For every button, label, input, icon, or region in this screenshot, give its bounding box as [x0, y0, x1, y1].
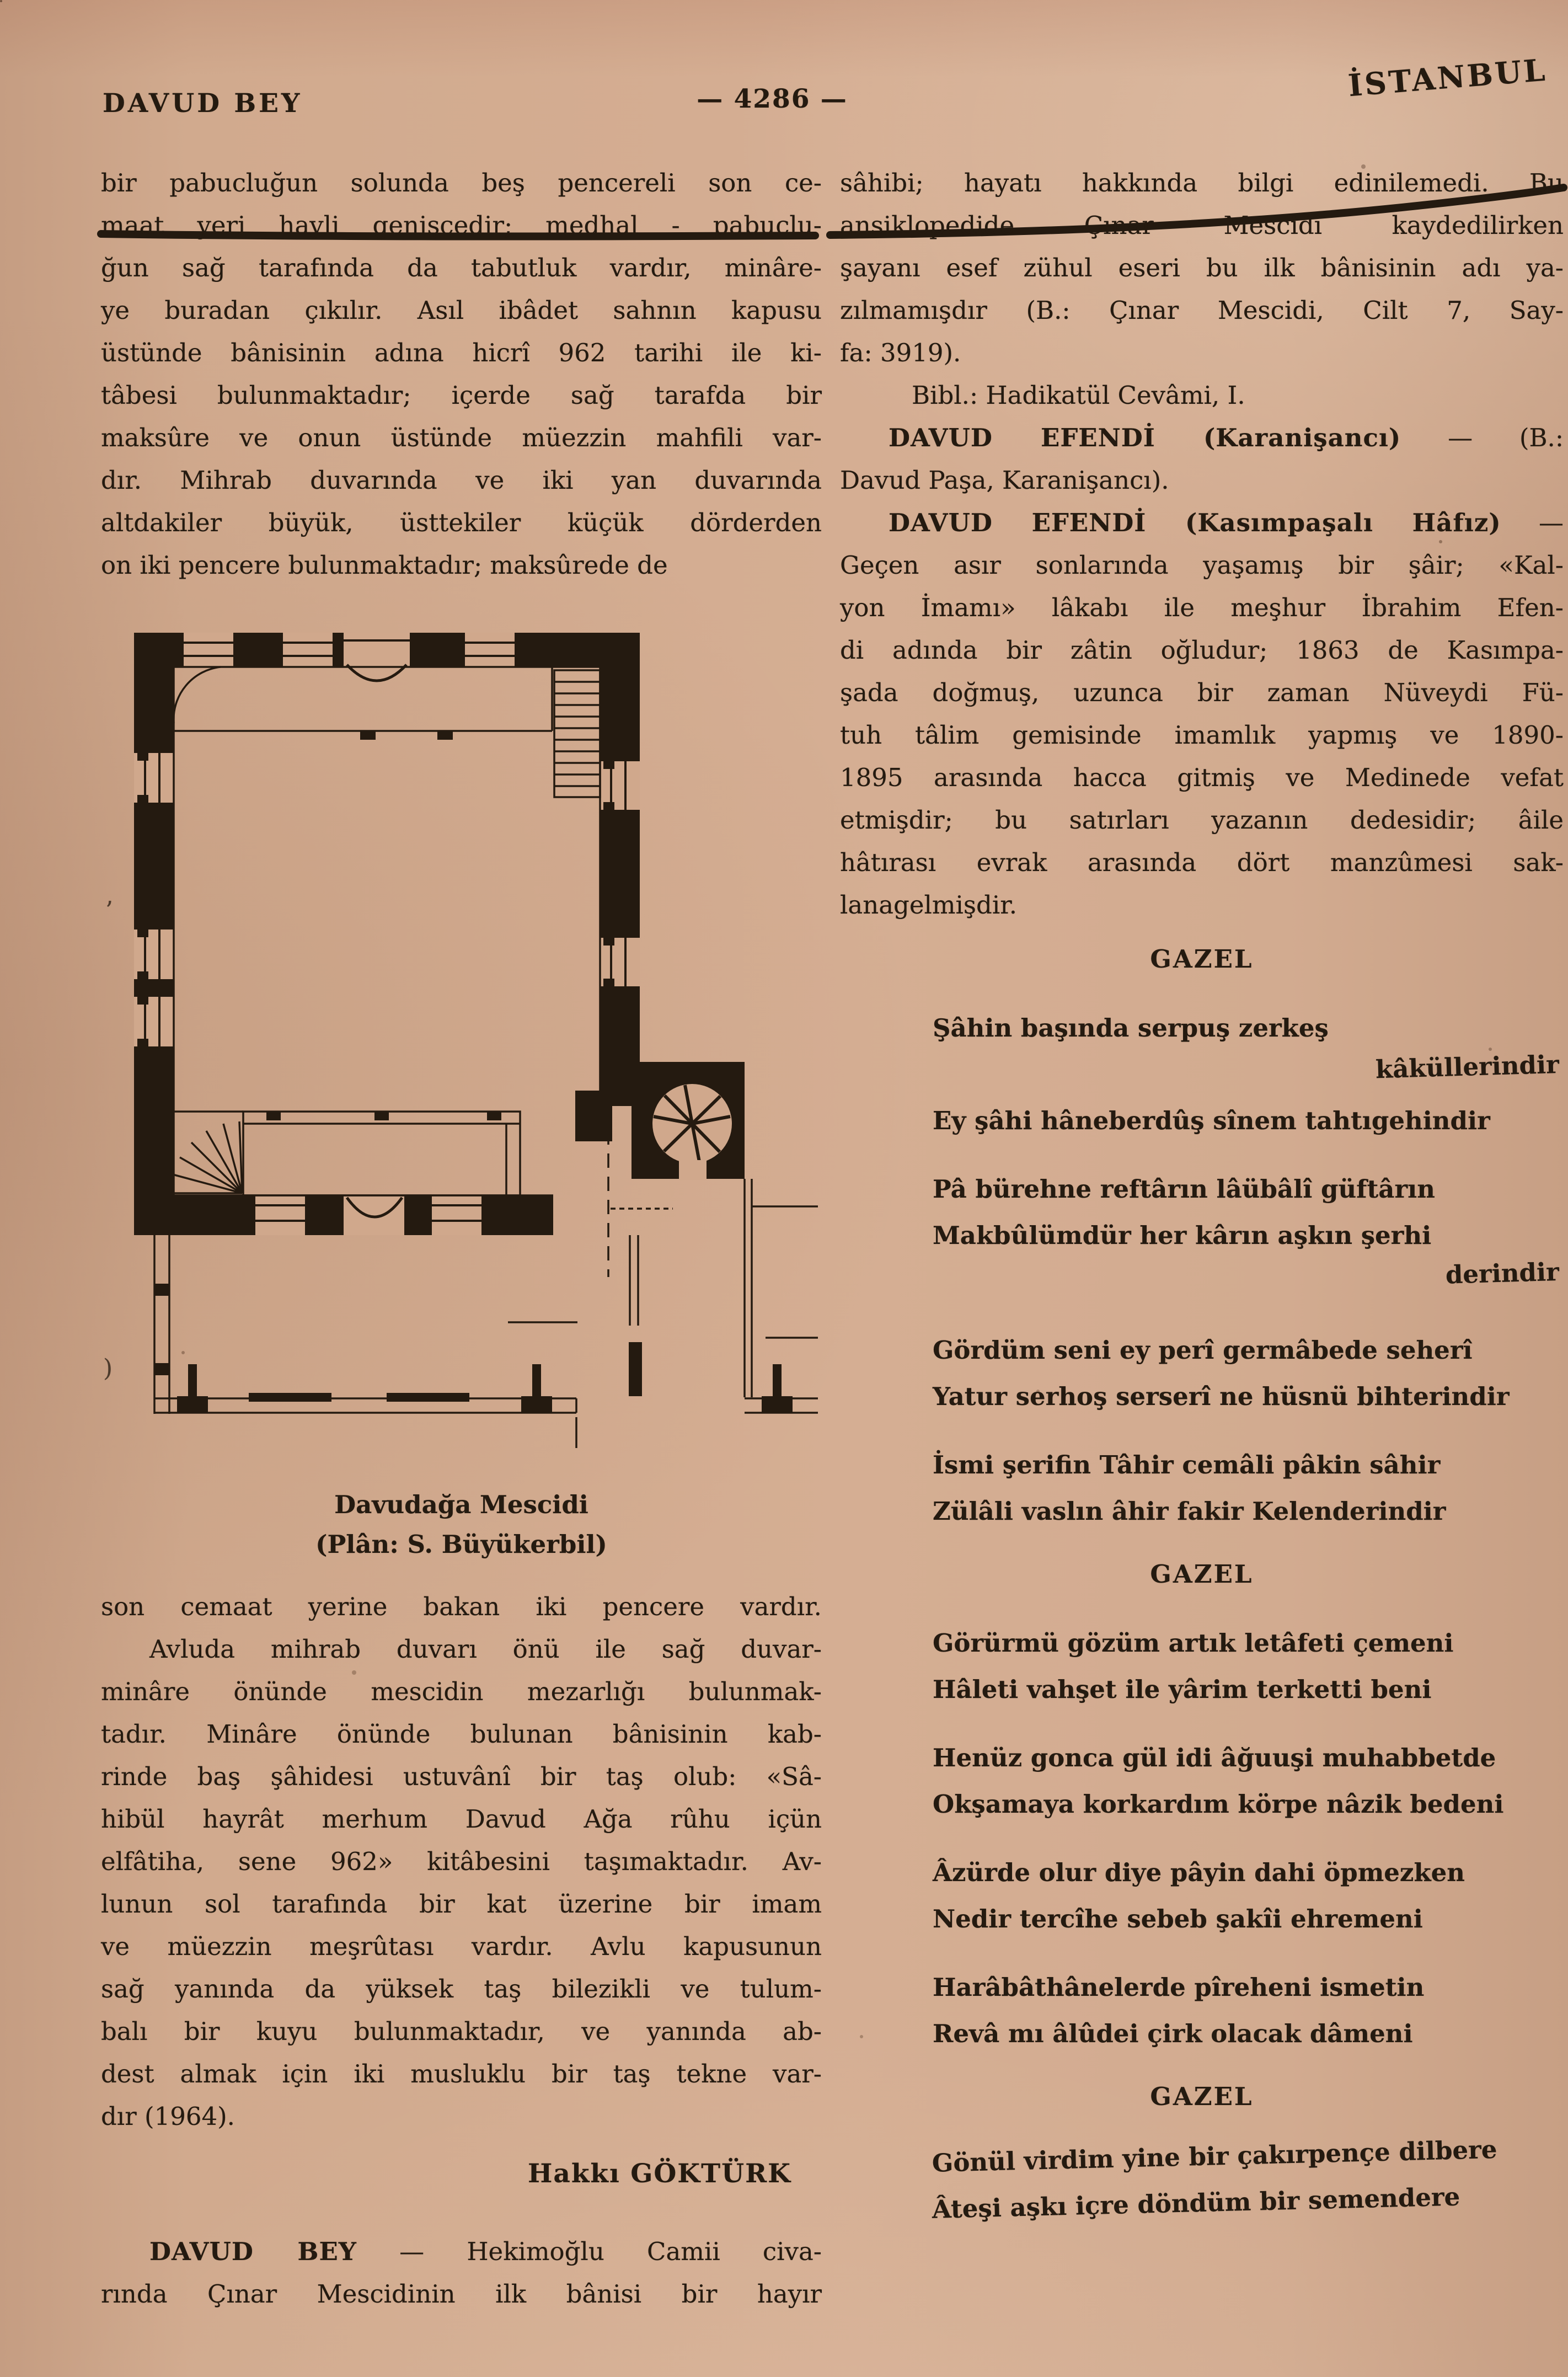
entry-headword: DAVUD EFENDİ (Kasımpaşalı Hâfız)	[889, 508, 1501, 537]
svg-text:): )	[103, 1354, 113, 1382]
text-line: altdakiler büyük, üsttekiler küçük dörderden	[101, 508, 822, 537]
poems-section	[840, 942, 1564, 2235]
text-line: yon İmamı» lâkabı ile meşhur İbrahim Efen-	[840, 593, 1564, 622]
text-line: ye buradan çıkılır. Asıl ibâdet sahnın kapusu	[101, 296, 822, 325]
text-line: tuh tâlim gemisinde imamlık yapmış ve 1890-	[840, 720, 1564, 750]
left-column	[101, 162, 822, 2315]
paragraph-courtyard-description	[101, 1585, 822, 2138]
text-line: dest almak için iki musluklu bir taş tekne var-	[101, 2059, 822, 2088]
gazel-poem	[840, 2079, 1564, 2235]
poem-line: Harâbâthânelerde pîreheni ismetin	[933, 1973, 1425, 2002]
poem-line: Nedir tercîhe sebeb şakîi ehremeni	[933, 1904, 1423, 1933]
poem-line: Pâ bürehne reftârın lâübâlî güftârın	[933, 1174, 1435, 1204]
poem-line: Revâ mı âlûdei çirk olacak dâmeni	[933, 2019, 1413, 2048]
bibliography-line: Bibl.: Hadikatül Cevâmi, I.	[912, 381, 1245, 410]
couplet	[840, 1850, 1564, 1942]
entry-headword: DAVUD BEY	[149, 2237, 357, 2266]
hall-walls	[134, 633, 745, 1235]
text-line: balı bir kuyu bulunmaktadır, ve yanında ab-	[101, 2017, 822, 2046]
page-number: — 4286 —	[697, 84, 848, 114]
poem-line: Âzürde olur diye pâyin dahi öpmezken	[933, 1858, 1465, 1887]
poem-line: derindir	[1445, 1257, 1560, 1290]
figure-caption	[101, 1488, 822, 1561]
poem-line: Hâleti vahşet ile yârim terketti beni	[933, 1675, 1432, 1704]
poem-line: Gördüm seni ey perî germâbede seherî	[933, 1336, 1473, 1365]
poem-line: Zülâli vaslın âhir fakir Kelenderindir	[933, 1497, 1446, 1526]
text-line: maksûre ve onun üstünde müezzin mahfili var-	[101, 423, 822, 452]
couplet	[840, 1327, 1564, 1420]
text-line: ve müezzin meşrûtası vardır. Avlu kapusunun	[101, 1932, 822, 1961]
entry-text: —	[1501, 508, 1564, 537]
entry-text: — Hekimoğlu Camii civa-	[356, 2237, 822, 2266]
couplet	[840, 1166, 1564, 1305]
text-line: Avluda mihrab duvarı önü ile sağ duvar-	[149, 1634, 822, 1664]
poem-line: Âteşi aşkı içre döndüm bir semendere	[932, 2182, 1460, 2224]
text-line: tâbesi bulunmaktadır; içerde sağ tarafda bir	[101, 381, 822, 410]
gazel-poem	[840, 1557, 1564, 2057]
paragraph-poet-biography	[840, 544, 1564, 926]
couplet	[840, 1620, 1564, 1713]
entry-second-line: rında Çınar Mescidinin ilk bânisi bir hayır	[101, 2279, 822, 2309]
text-line: şada doğmuş, uzunca bir zaman Nüveydi Fü-	[840, 678, 1564, 707]
floor-plan-figure	[101, 626, 822, 1561]
text-line: ğun sağ tarafında da tabutluk vardır, minâre-	[101, 253, 822, 282]
entry-davud-bey	[101, 2230, 822, 2315]
couplet	[840, 1964, 1564, 2057]
entry-text: — (B.:	[1401, 423, 1564, 452]
print-artifacts	[103, 896, 113, 1382]
poem-heading: GAZEL	[1150, 1559, 1254, 1589]
text-line: di adında bir zâtin oğludur; 1863 de Kasımpa-	[840, 635, 1564, 665]
couplet	[840, 1735, 1564, 1828]
poem-line: Okşamaya korkardım körpe nâzik bedeni	[933, 1790, 1504, 1819]
text-line: tadır. Minâre önünde bulunan bânisinin kab-	[101, 1719, 822, 1749]
text-line: fa: 3919).	[840, 338, 961, 367]
text-line: elfâtiha, sene 962» kitâbesini taşımaktadır. Av-	[101, 1847, 822, 1876]
text-line: zılmamışdır (B.: Çınar Mescidi, Cilt 7, Say-	[840, 296, 1564, 325]
text-line: lunun sol tarafında bir kat üzerine bir imam	[101, 1889, 822, 1919]
figure-caption-credit: (Plân: S. Büyükerbil)	[315, 1530, 607, 1559]
entry-headword: DAVUD EFENDİ (Karanişancı)	[889, 423, 1401, 452]
floor-plan-drawing	[101, 626, 818, 1448]
wall-windows	[134, 633, 640, 1235]
text-line: dır. Mihrab duvarında ve iki yan duvarında	[101, 466, 822, 495]
text-line: sağ yanında da yüksek taş bilezikli ve tulum-	[101, 1974, 822, 2004]
poem-heading: GAZEL	[1150, 944, 1254, 974]
text-line: dır (1964).	[101, 2102, 235, 2131]
text-line: hibül hayrât merhum Davud Ağa rûhu içün	[101, 1804, 822, 1834]
poem-heading: GAZEL	[1150, 2082, 1254, 2111]
entry-second-line: Davud Paşa, Karanişancı).	[840, 466, 1169, 495]
text-line: bir pabucluğun solunda beş pencereli son ce-	[101, 168, 822, 197]
figure-caption-title: Davudağa Mescidi	[334, 1490, 588, 1519]
poem-line: kâküllerindir	[1375, 1049, 1560, 1085]
text-line: üstünde bânisinin adına hicrî 962 tarihi ile ki-	[101, 338, 822, 367]
poem-line: Görürmü gözüm artık letâfeti çemeni	[933, 1628, 1454, 1658]
text-line: ansiklopedide Çınar Mescidi kaydedilirken	[840, 211, 1564, 240]
entry-davud-efendi-karanisanci	[840, 416, 1564, 501]
paragraph-mosque-description	[101, 162, 822, 586]
entry-first-line	[101, 2230, 822, 2273]
svg-text:’: ’	[105, 896, 113, 925]
poem-line: Şâhin başında serpuş zerkeş	[933, 1013, 1329, 1043]
poem-line: Makbûlümdür her kârın aşkın şerhi	[933, 1221, 1432, 1250]
text-line: şayanı esef zühul eseri bu ilk bânisinin adı ya-	[840, 253, 1564, 282]
text-line: on iki pencere bulunmaktadır; maksûrede de	[101, 551, 668, 580]
poem-line: Henüz gonca gül idi âğuuşi muhabbetde	[933, 1743, 1496, 1772]
text-line: 1895 arasında hacca gitmiş ve Medinede vefat	[840, 763, 1564, 792]
platform-ticks	[266, 731, 501, 1120]
text-line: etmişdir; bu satırları yazanın dedesidir; âile	[840, 805, 1564, 835]
poem-line: İsmi şerifin Tâhir cemâli pâkin sâhir	[933, 1450, 1441, 1479]
text-line: hâtırası evrak arasında dört manzûmesi sak-	[840, 848, 1564, 877]
text-line: minâre önünde mescidin mezarlığı bulunmak-	[101, 1677, 822, 1706]
entry-davud-efendi-kasimpasali	[840, 501, 1564, 544]
poem-line: Yatur serhoş serserî ne hüsnü bihterindir	[933, 1382, 1510, 1411]
text-line: sâhibi; hayatı hakkında bilgi edinilemedi. Bu	[840, 168, 1564, 197]
couplet	[840, 1442, 1564, 1535]
running-head-entry: DAVUD BEY	[103, 88, 303, 119]
gazel-poem	[840, 942, 1564, 1535]
text-line: rinde baş şâhidesi ustuvânî bir taş olub: «Sâ-	[101, 1762, 822, 1791]
poem-line: Ey şâhi hâneberdûş sînem tahtıgehindir	[933, 1106, 1490, 1135]
text-line: maat yeri hayli genişcedir; medhal - pabuclu-	[101, 211, 822, 240]
couplet	[840, 2134, 1564, 2235]
paragraph-cinar-mescidi	[840, 162, 1564, 374]
poem-line: Gönül virdim yine bir çakırpençe dilbere	[932, 2134, 1498, 2178]
author-signature: Hakkı GÖKTÜRK	[527, 2159, 791, 2189]
running-head-title: İSTANBUL	[1346, 51, 1549, 104]
text-line: lanagelmişdir.	[840, 890, 1018, 920]
text-line: son cemaat yerine bakan iki pencere vardır.	[101, 1592, 822, 1621]
right-column	[840, 162, 1564, 2257]
courtyard-piers	[154, 1284, 793, 1413]
text-line: Geçen asır sonlarında yaşamış bir şâir; «Kal-	[840, 551, 1564, 580]
entry-first-line	[840, 416, 1564, 459]
couplet	[840, 1005, 1564, 1144]
entry-first-line	[840, 501, 1564, 544]
